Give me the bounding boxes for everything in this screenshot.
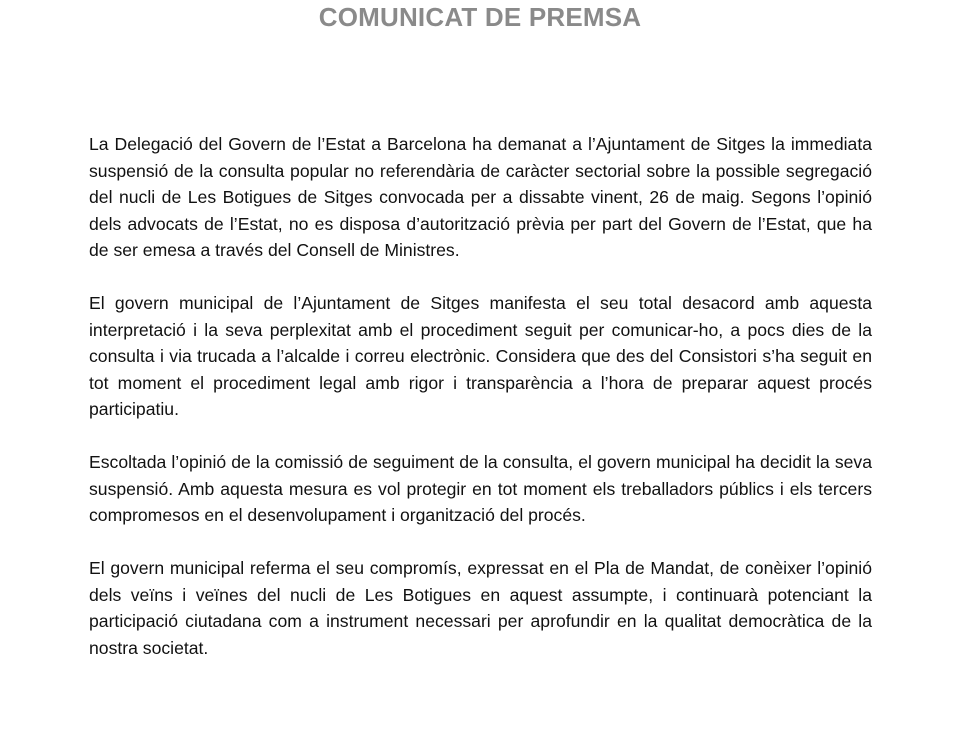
paragraph-1: La Delegació del Govern de l’Estat a Barcelona ha demanat a l’Ajuntament de Sitges la immediata suspensió de la consulta popular no referendària de caràcter sectorial sobre la possible segregació del nucli de Les Botigues de Sitges convocada per a dissabte vinent, 26 de maig. Segons l’opinió dels advocats de l’Estat, no es disposa d’autorització prèvia per part del Govern de l’Estat, que ha de ser emesa a través del Consell de Ministres. bbox=[89, 134, 872, 260]
page-title: COMUNICAT DE PREMSA bbox=[318, 2, 642, 32]
paragraph-4: El govern municipal referma el seu compromís, expressat en el Pla de Mandat, de conèixer l’opinió dels veïns i veïnes del nucli de Les Botigues en aquest assumpte, i continuarà potenciant la participació ciutadana com a instrument necessari per aprofundir en la qualitat democràtica de la nostra societat. bbox=[89, 558, 872, 658]
paragraph-2: El govern municipal de l’Ajuntament de Sitges manifesta el seu total desacord amb aquesta interpretació i la seva perplexitat amb el procediment seguit per comunicar-ho, a pocs dies de la consulta i via trucada a l’alcalde i correu electrònic. Considera que des del Consistori s’ha seguit en tot moment el procediment legal amb rigor i transparència a l’hora de preparar aquest procés participatiu. bbox=[89, 293, 872, 419]
document-body bbox=[89, 131, 872, 688]
paragraph-3: Escoltada l’opinió de la comissió de seguiment de la consulta, el govern municipal ha decidit la seva suspensió. Amb aquesta mesura es vol protegir en tot moment els treballadors públics i els tercers compromesos en el desenvolupament i organització del procés. bbox=[89, 452, 872, 525]
